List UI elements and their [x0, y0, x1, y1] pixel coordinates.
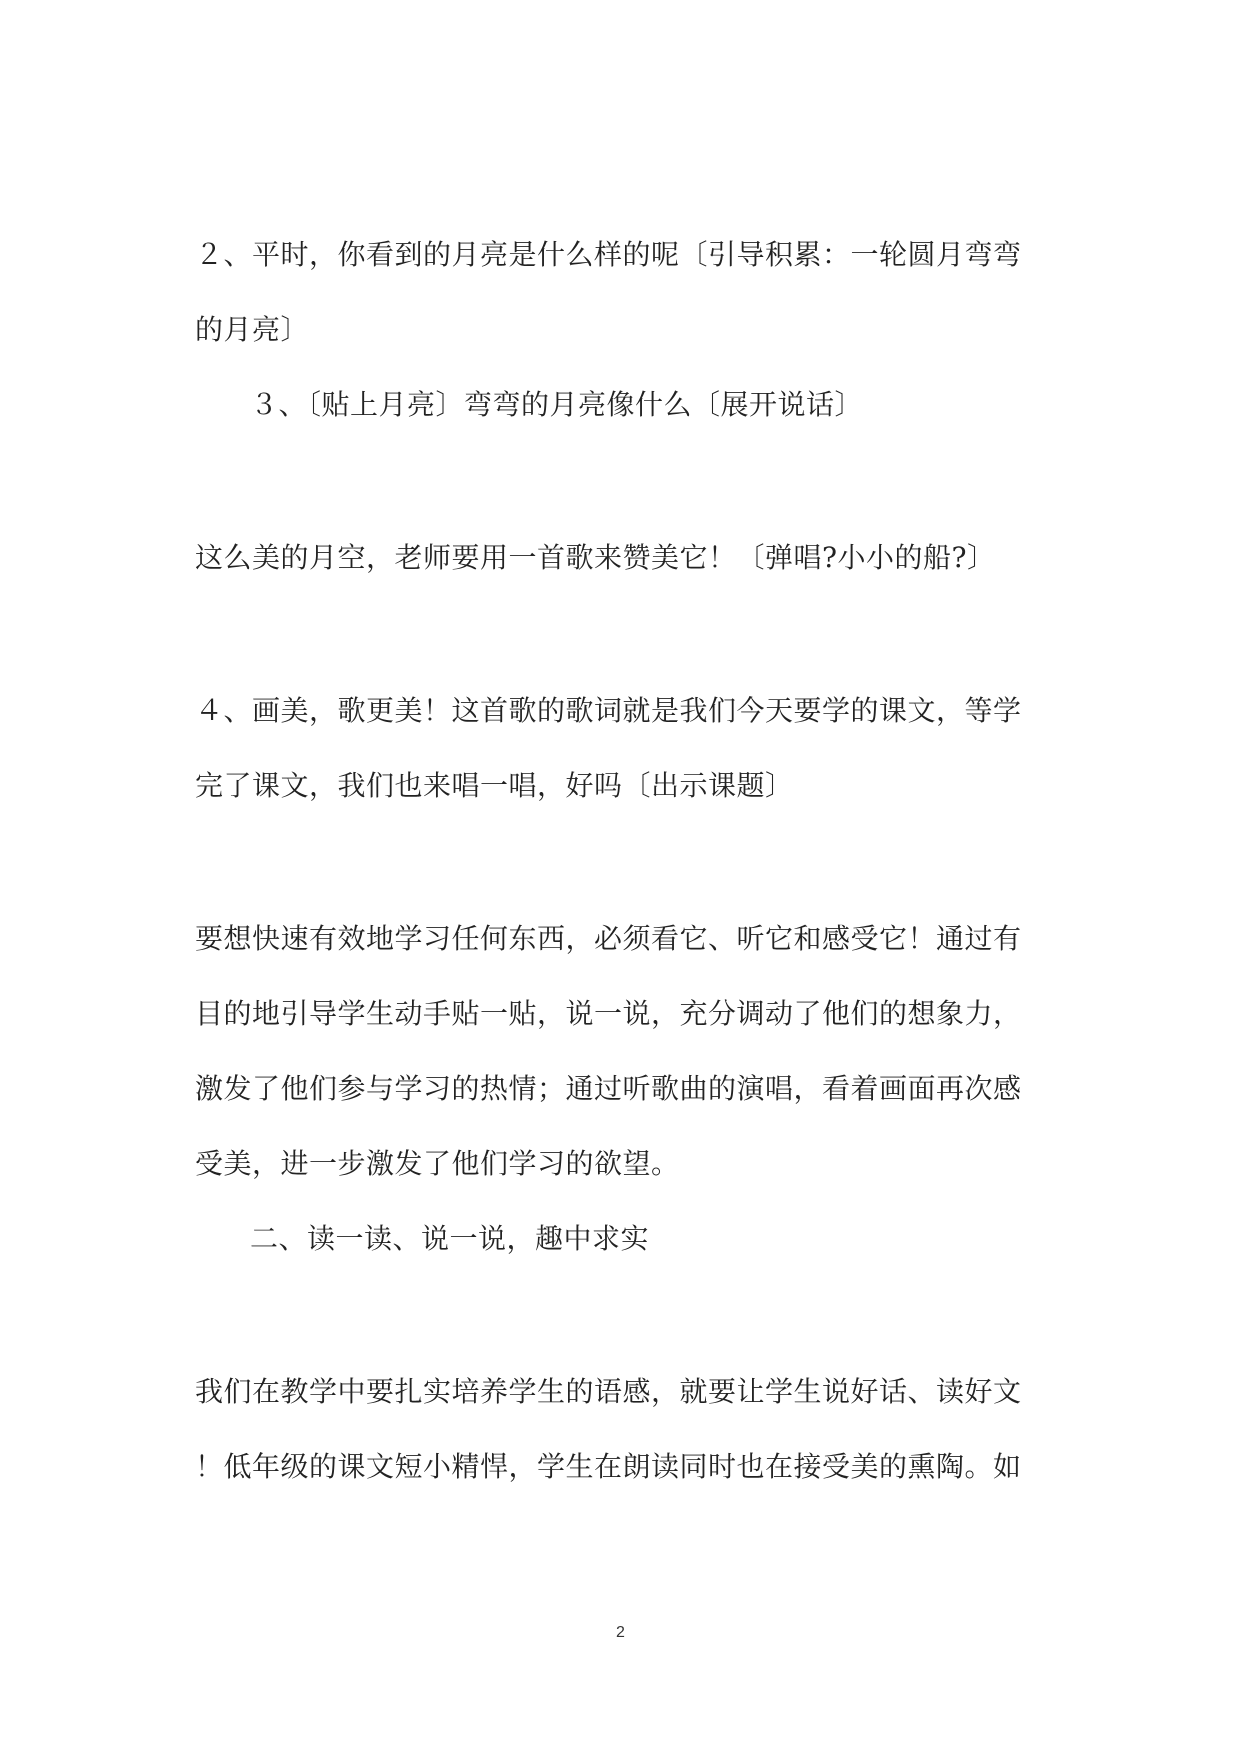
paragraph-line: ！低年级的课文短小精悍，学生在朗读同时也在接受美的熏陶。如	[195, 1450, 1022, 1483]
paragraph-line: 受美，进一步激发了他们学习的欲望。	[195, 1147, 680, 1180]
section-heading: 二、读一读、说一说，趣中求实	[250, 1222, 650, 1255]
paragraph-line: ４、画美，歌更美！这首歌的歌词就是我们今天要学的课文，等学	[195, 694, 1022, 727]
paragraph-line: 完了课文，我们也来唱一唱，好吗〔出示课题〕	[195, 769, 794, 802]
paragraph-line: 目的地引导学生动手贴一贴，说一说，充分调动了他们的想象力，	[195, 997, 1022, 1030]
paragraph-line: 我们在教学中要扎实培养学生的语感，就要让学生说好话、读好文	[195, 1375, 1022, 1408]
page-number: 2	[616, 1624, 625, 1641]
paragraph-line: 激发了他们参与学习的热情；通过听歌曲的演唱，看着画面再次感	[195, 1072, 1022, 1105]
paragraph-line: 的月亮〕	[195, 313, 310, 346]
paragraph-line: 要想快速有效地学习任何东西，必须看它、听它和感受它！通过有	[195, 922, 1022, 955]
paragraph-line: 这么美的月空，老师要用一首歌来赞美它！〔弹唱?小小的船?〕	[195, 541, 996, 574]
paragraph-line: ２、平时，你看到的月亮是什么样的呢〔引导积累：一轮圆月弯弯	[195, 238, 1022, 271]
paragraph-line: ３、〔贴上月亮〕弯弯的月亮像什么〔展开说话〕	[250, 388, 864, 421]
